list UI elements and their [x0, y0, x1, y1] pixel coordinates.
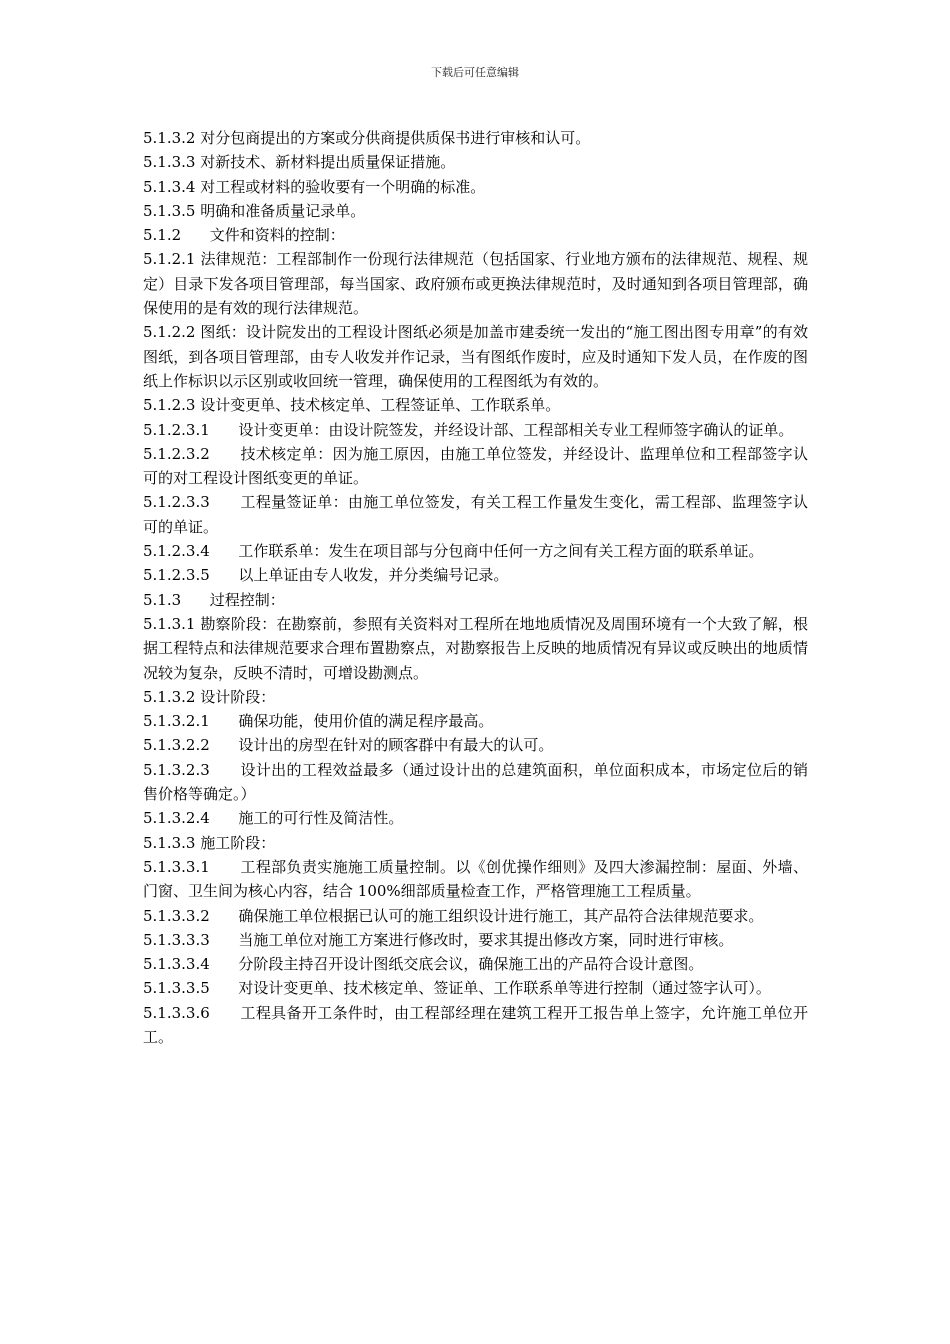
paragraph: 5.1.3.2.2 设计出的房型在针对的顾客群中有最大的认可。: [143, 736, 554, 755]
section-heading: 5.1.3 过程控制：: [143, 590, 285, 609]
paragraph: 5.1.3.3 施工阶段：: [143, 833, 276, 852]
paragraph: 5.1.2.1 法律规范：工程部制作一份现行法律规范（包括国家、行业地方颁布的法律规范、规程、规定）目录下发各项目管理部，每当国家、政府颁布或更换法律规范时，及时通知到各项目管理部，确保使用的是有效的现行法律规范。: [143, 250, 808, 318]
paragraph: 5.1.3.2 设计阶段：: [143, 687, 276, 706]
paragraph: 5.1.3.4 对工程或材料的验收要有一个明确的标准。: [143, 177, 486, 196]
paragraph: 5.1.3.3.4 分阶段主持召开设计图纸交底会议，确保施工出的产品符合设计意图。: [143, 955, 704, 974]
section-heading: 5.1.2 文件和资料的控制：: [143, 226, 345, 245]
paragraph: 5.1.3.3.3 当施工单位对施工方案进行修改时，要求其提出修改方案，同时进行审核。: [143, 930, 734, 949]
paragraph: 5.1.2.3 设计变更单、技术核定单、工程签证单、工作联系单。: [143, 396, 561, 415]
paragraph: 5.1.3.2.1 确保功能，使用价值的满足程序最高。: [143, 712, 494, 731]
paragraph: 5.1.3.3 对新技术、新材料提出质量保证措施。: [143, 153, 456, 172]
paragraph: 5.1.3.1 勘察阶段：在勘察前，参照有关资料对工程所在地地质情况及周围环境有一个大致了解，根据工程特点和法律规范要求合理布置勘察点，对勘察报告上反映的地质情况有异议或反映出的地质情况较为复杂，反映不清时，可增设勘测点。: [143, 614, 808, 682]
document-body: [143, 126, 808, 1049]
paragraph: 5.1.2.2 图纸：设计院发出的工程设计图纸必须是加盖市建委统一发出的“施工图出图专用章”的有效图纸，到各项目管理部，由专人收发并作记录，当有图纸作废时，应及时通知下发人员，在作废的图纸上作标识以示区别或收回统一管理，确保使用的工程图纸为有效的。: [143, 323, 808, 390]
paragraph: 5.1.3.2.4 施工的可行性及简洁性。: [143, 809, 404, 828]
paragraph: 5.1.3.3.6 工程具备开工条件时，由工程部经理在建筑工程开工报告单上签字，允许施工单位开工。: [143, 1003, 808, 1046]
paragraph: 5.1.3.3.2 确保施工单位根据已认可的施工组织设计进行施工，其产品符合法律规范要求。: [143, 906, 764, 925]
paragraph: 5.1.2.3.1 设计变更单：由设计院签发，并经设计部、工程部相关专业工程师签字确认的证单。: [143, 420, 794, 439]
paragraph: 5.1.3.3.5 对设计变更单、技术核定单、签证单、工作联系单等进行控制（通过签字认可）。: [143, 979, 771, 998]
paragraph: 5.1.3.5 明确和准备质量记录单。: [143, 201, 366, 220]
paragraph: 5.1.3.2.3 设计出的工程效益最多（通过设计出的总建筑面积，单位面积成本，市场定位后的销售价格等确定。）: [143, 760, 808, 804]
paragraph: 5.1.3.2 对分包商提出的方案或分供商提供质保书进行审核和认可。: [143, 129, 591, 147]
paragraph: 5.1.2.3.2 技术核定单：因为施工原因，由施工单位签发，并经设计、监理单位和工程部签字认可的对工程设计图纸变更的单证。: [143, 444, 808, 488]
paragraph: 5.1.3.3.1 工程部负责实施施工质量控制。以《创优操作细则》及四大渗漏控制：屋面、外墙、门窗、卫生间为核心内容，结合 100%细部质量检查工作，严格管理施工工程质量。: [143, 857, 808, 901]
paragraph: 5.1.2.3.4 工作联系单：发生在项目部与分包商中任何一方之间有关工程方面的联系单证。: [143, 542, 764, 561]
paragraph: 5.1.2.3.3 工程量签证单：由施工单位签发，有关工程工作量发生变化，需工程部、监理签字认可的单证。: [143, 493, 808, 536]
paragraph: 5.1.2.3.5 以上单证由专人收发，并分类编号记录。: [143, 566, 509, 585]
page-header: 下载后可任意编辑: [431, 66, 519, 79]
